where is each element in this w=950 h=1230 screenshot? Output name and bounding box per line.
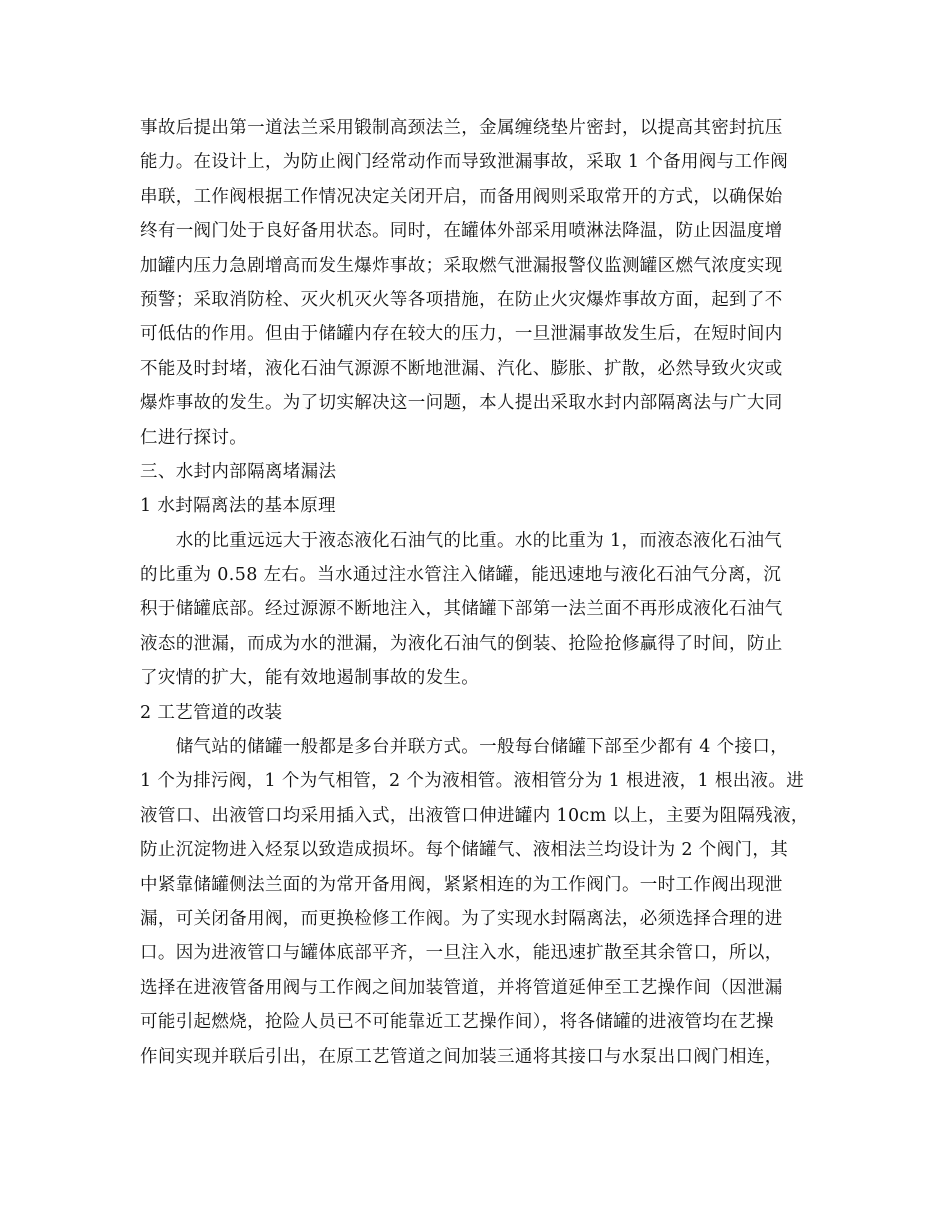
- text-line: 1 个为排污阀，1 个为气相管，2 个为液相管。液相管分为 1 根进液，1 根出液。进: [140, 771, 805, 792]
- text-line: 能力。在设计上，为防止阀门经常动作而导致泄漏事故，采取 1 个备用阀与工作阀: [140, 152, 789, 173]
- text-line: 中紧靠储罐侧法兰面的为常开备用阀，紧紧相连的为工作阀门。一时工作阀出现泄: [140, 874, 783, 895]
- text-line: 预警；采取消防栓、灭火机灭火等各项措施，在防止火灾爆炸事故方面，起到了不: [140, 289, 783, 310]
- text-line: 选择在进液管备用阀与工作阀之间加装管道，并将管道延伸至工艺操作间（因泄漏: [140, 977, 783, 998]
- text-line: 加罐内压力急剧增高而发生爆炸事故；采取燃气泄漏报警仪监测罐区燃气浓度实现: [140, 255, 783, 276]
- text-line: 仁进行探讨。: [140, 427, 248, 448]
- text-line: 可低估的作用。但由于储罐内存在较大的压力，一旦泄漏事故发生后，在短时间内: [140, 324, 783, 345]
- text-line: 终有一阀门处于良好备用状态。同时，在罐体外部采用喷淋法降温，防止因温度增: [140, 221, 783, 242]
- text-line: 液态的泄漏，而成为水的泄漏，为液化石油气的倒装、抢险抢修赢得了时间，防止: [140, 633, 783, 654]
- text-line: 的比重为 0.58 左右。当水通过注水管注入储罐，能迅速地与液化石油气分离，沉: [140, 565, 782, 586]
- section-heading: 三、水封内部隔离堵漏法: [140, 461, 337, 482]
- text-line: 积于储罐底部。经过源源不断地注入，其储罐下部第一法兰面不再形成液化石油气: [140, 599, 783, 620]
- text-line: 事故后提出第一道法兰采用锻制高颈法兰，金属缠绕垫片密封，以提高其密封抗压: [140, 118, 783, 138]
- body-text: [140, 111, 830, 1074]
- text-line: 口。因为进液管口与罐体底部平齐，一旦注入水，能迅速扩散至其余管口，所以，: [140, 943, 783, 964]
- text-line: 串联，工作阀根据工作情况决定关闭开启，而备用阀则采取常开的方式，以确保始: [140, 186, 783, 207]
- text-line: 储气站的储罐一般都是多台并联方式。一般每台储罐下部至少都有 4 个接口，: [140, 737, 789, 758]
- subsection-heading: 2 工艺管道的改装: [140, 702, 283, 723]
- text-line: 爆炸事故的发生。为了切实解决这一问题，本人提出采取水封内部隔离法与广大同: [140, 393, 783, 414]
- text-line: 液管口、出液管口均采用插入式，出液管口伸进罐内 10cm 以上，主要为阻隔残液，: [140, 805, 809, 826]
- text-line: 漏，可关闭备用阀，而更换检修工作阀。为了实现水封隔离法，必须选择合理的进: [140, 908, 783, 929]
- text-line: 水的比重远远大于液态液化石油气的比重。水的比重为 1，而液态液化石油气: [140, 530, 783, 551]
- text-line: 了灾情的扩大，能有效地遏制事故的发生。: [140, 668, 480, 689]
- subsection-heading: 1 水封隔离法的基本原理: [140, 496, 336, 517]
- text-line: 作间实现并联后引出，在原工艺管道之间加装三通将其接口与水泵出口阀门相连，: [140, 1046, 783, 1067]
- text-line: 不能及时封堵，液化石油气源源不断地泄漏、汽化、膨胀、扩散，必然导致火灾或: [140, 358, 783, 379]
- text-line: 可能引起燃烧，抢险人员已不可能靠近工艺操作间），将各储罐的进液管均在艺操: [140, 1012, 774, 1033]
- text-line: 防止沉淀物进入烃泵以致造成损坏。每个储罐气、液相法兰均设计为 2 个阀门，其: [140, 840, 789, 861]
